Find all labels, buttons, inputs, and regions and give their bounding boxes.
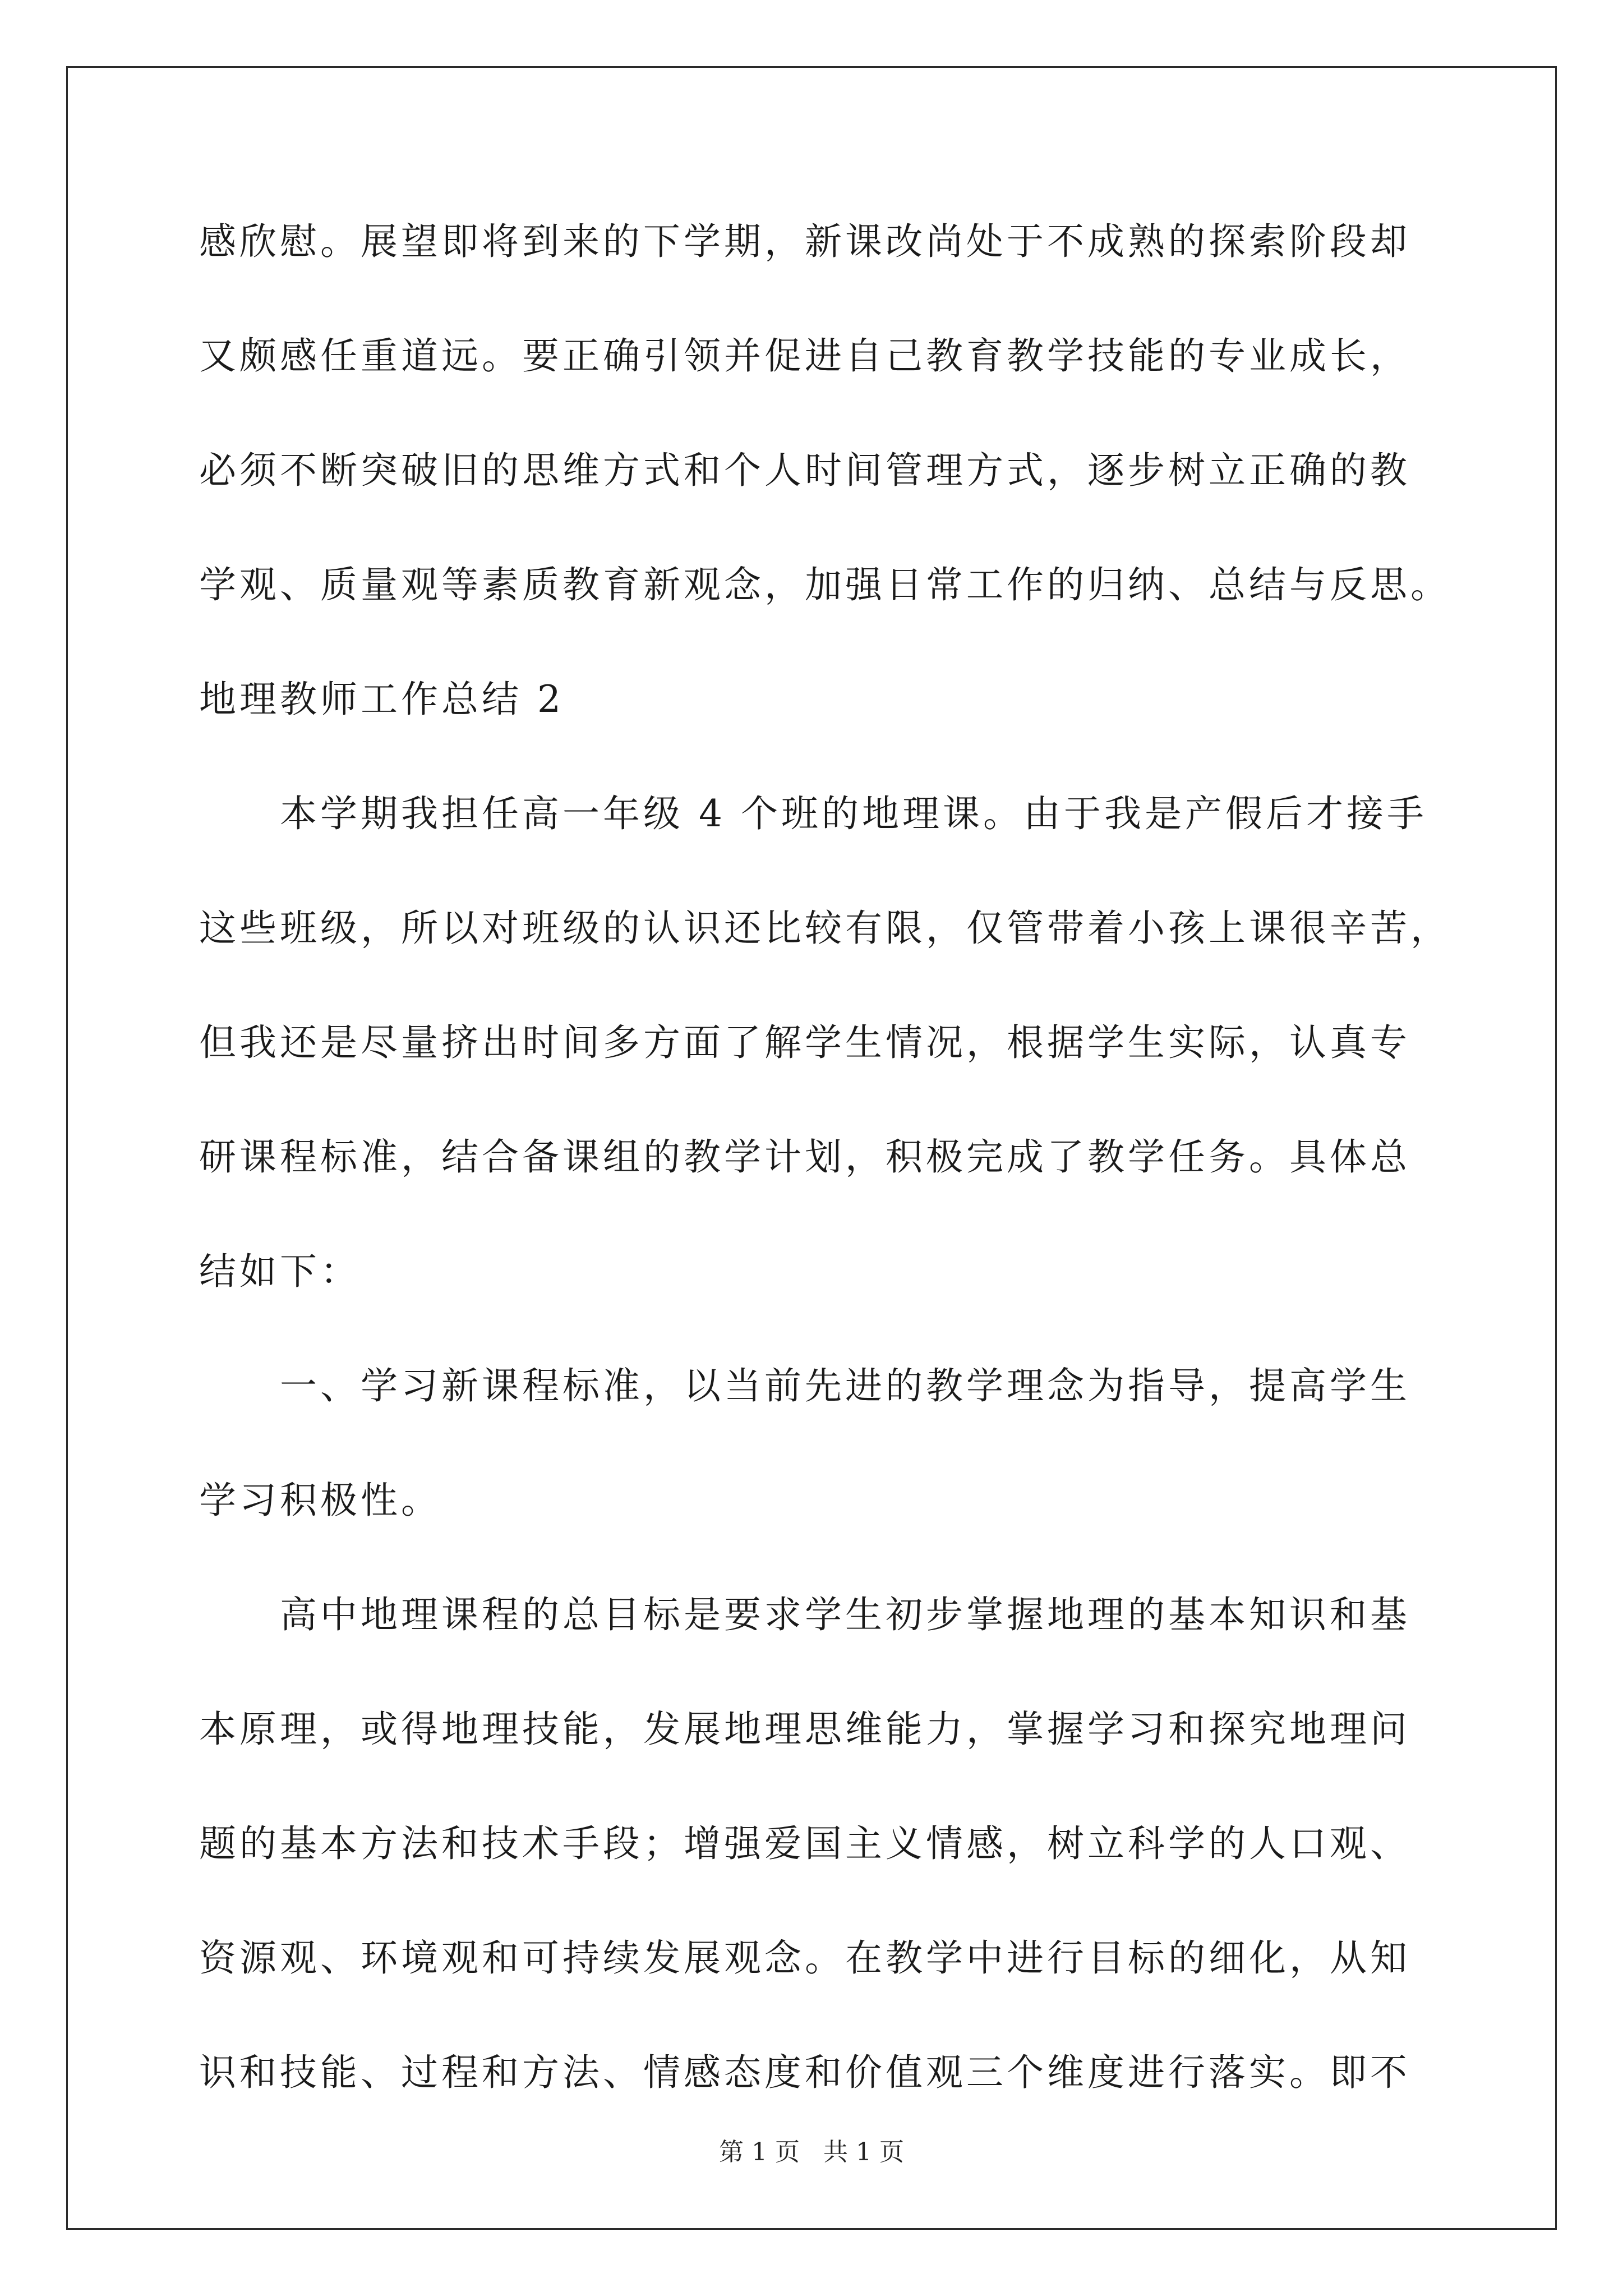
text-line: 一、学习新课程标准，以当前先进的教学理念为指导，提高学生 <box>280 1364 1410 1407</box>
text-line: 高中地理课程的总目标是要求学生初步掌握地理的基本知识和基 <box>280 1593 1410 1636</box>
document-body <box>199 220 1451 2169</box>
page-number-footer: 第 1 页 共 1 页 <box>719 2138 904 2166</box>
text-line: 必须不断突破旧的思维方式和个人时间管理方式，逐步树立正确的教 <box>199 449 1410 492</box>
text-line: 识和技能、过程和方法、情感态度和价值观三个维度进行落实。即不 <box>199 2051 1410 2094</box>
text-line: 又颇感任重道远。要正确引领并促进自己教育教学技能的专业成长， <box>199 334 1410 378</box>
text-line: 研课程标准，结合备课组的教学计划，积极完成了教学任务。具体总 <box>199 1135 1410 1179</box>
text-line: 本原理，或得地理技能，发展地理思维能力，掌握学习和探究地理问 <box>199 1708 1410 1751</box>
text-line: 结如下： <box>199 1250 361 1293</box>
text-line: 这些班级，所以对班级的认识还比较有限，仅管带着小孩上课很辛苦， <box>199 907 1451 950</box>
text-line: 题的基本方法和技术手段；增强爱国主义情感，树立科学的人口观、 <box>199 1822 1410 1865</box>
text-line: 资源观、环境观和可持续发展观念。在教学中进行目标的细化，从知 <box>199 1936 1410 1980</box>
text-line: 感欣慰。展望即将到来的下学期，新课改尚处于不成熟的探索阶段却 <box>199 220 1410 263</box>
text-line: 学习积极性。 <box>199 1479 441 1522</box>
section-heading: 地理教师工作总结 2 <box>199 678 564 721</box>
text-line: 但我还是尽量挤出时间多方面了解学生情况，根据学生实际，认真专 <box>199 1021 1410 1064</box>
text-line: 学观、质量观等素质教育新观念，加强日常工作的归纳、总结与反思。 <box>199 563 1451 606</box>
text-line: 本学期我担任高一年级 4 个班的地理课。由于我是产假后才接手 <box>280 792 1427 835</box>
